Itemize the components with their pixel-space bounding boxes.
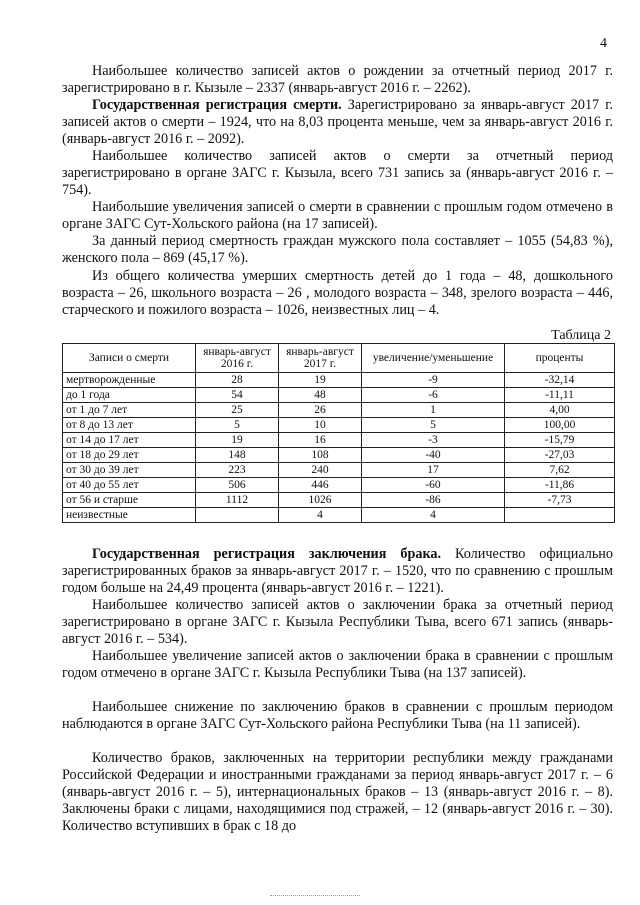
paragraph-marriage-decrease: Наибольшее снижение по заключению браков в сравнении с прошлым периодом наблюдаются в органе ЗАГС Сут-Хольского района Республики Тыва (на 11 записей).	[62, 699, 613, 732]
table-cell: -11,86	[505, 478, 615, 493]
table-cell: 7,62	[505, 463, 615, 478]
table-cell: 446	[279, 478, 362, 493]
paragraph-marriage-kyzyl: Наибольшее количество записей актов о заключении брака за отчетный период зарегистрировано в органе ЗАГС г. Кызыла Республики Тыва, всего 671 запись (январь-август 2016 г. – 534).	[62, 597, 613, 647]
table-cell: -11,11	[505, 388, 615, 403]
page-number: 4	[600, 36, 607, 51]
table-cell: -40	[362, 448, 505, 463]
table-cell: 28	[196, 373, 279, 388]
table-cell: 54	[196, 388, 279, 403]
paragraph-marriage-registration-text: Количество официально зарегистрированных браков за январь-август 2017 г. – 1520, что по сравнению с прошлым годом больше на 24,49 процента (январь-август 2016 г. – 1221).	[62, 546, 613, 596]
page-bottom-mark	[270, 895, 360, 898]
table-header-cell: январь-август 2016 г.	[196, 344, 279, 373]
table-cell: 506	[196, 478, 279, 493]
table-cell: -9	[362, 373, 505, 388]
table-cell: 10	[279, 418, 362, 433]
paragraph-marriage-registration	[62, 546, 613, 597]
table-cell	[196, 508, 279, 523]
table-cell: 5	[196, 418, 279, 433]
death-records-table	[62, 343, 615, 523]
table-cell: -15,79	[505, 433, 615, 448]
table-header-cell: проценты	[505, 344, 615, 373]
table-cell: -6	[362, 388, 505, 403]
table-cell: -60	[362, 478, 505, 493]
table-row	[63, 418, 615, 433]
paragraph-death-kyzyl: Наибольшее количество записей актов о смерти за отчетный период зарегистрировано в органе ЗАГС г. Кызыла, всего 731 запись за (январь-август 2016 г. – 754).	[62, 148, 613, 198]
table-cell: -32,14	[505, 373, 615, 388]
table-cell: 19	[196, 433, 279, 448]
table-header-cell: январь-август 2017 г.	[279, 344, 362, 373]
paragraph-death-age: Из общего количества умерших смертность детей до 1 года – 48, дошкольного возраста – 26, школьного возраста – 26 , молодого возраста – 348, зрелого возраста – 446, старческого и пожилого возраста – 1026, неизвестных лиц – 4.	[62, 268, 613, 318]
table-cell: 223	[196, 463, 279, 478]
table-header-cell: увеличение/уменьшение	[362, 344, 505, 373]
paragraph-marriage-international: Количество браков, заключенных на территории республики между гражданами Российской Федерации и иностранными гражданами за период январь-август 2017 г. – 6 (январь-август 2016 г. – 5), интернациональных браков – 13 (январь-август 2016 г. – 8). Заключены браки с лицами, находящимися под стражей, – 12 (январь-август 2016 г. – 30). Количество вступивших в брак с 18 до	[62, 750, 613, 834]
table-cell: мертворожденные	[63, 373, 196, 388]
table-cell: 1112	[196, 493, 279, 508]
paragraph-death-increase: Наибольшие увеличения записей о смерти в сравнении с прошлым годом отмечено в органе ЗАГС Сут-Хольского района (на 17 записей).	[62, 199, 613, 232]
paragraph-death-gender: За данный период смертность граждан мужского пола составляет – 1055 (54,83 %), женского пола – 869 (45,17 %).	[62, 233, 613, 266]
table-cell: от 56 и старше	[63, 493, 196, 508]
table-cell: до 1 года	[63, 388, 196, 403]
table-cell: -3	[362, 433, 505, 448]
table-cell: от 30 до 39 лет	[63, 463, 196, 478]
table-header-row	[63, 344, 615, 373]
table-row	[63, 373, 615, 388]
table-cell: 100,00	[505, 418, 615, 433]
table-cell: 25	[196, 403, 279, 418]
table-cell: 1026	[279, 493, 362, 508]
table-cell	[505, 508, 615, 523]
table-cell: -27,03	[505, 448, 615, 463]
table-cell: 1	[362, 403, 505, 418]
table-cell: 17	[362, 463, 505, 478]
table-cell: 5	[362, 418, 505, 433]
table-cell: 108	[279, 448, 362, 463]
table-cell: 148	[196, 448, 279, 463]
table-cell: от 18 до 29 лет	[63, 448, 196, 463]
table-row	[63, 508, 615, 523]
section-heading-death: Государственная регистрация смерти.	[92, 97, 342, 113]
table-cell: 48	[279, 388, 362, 403]
paragraph-death-registration-text: Зарегистрировано за январь-август 2017 г. записей актов о смерти – 1924, что на 8,03 процента меньше, чем за январь-август 2016 г. (январь-август 2016 г. – 2092).	[62, 97, 613, 147]
paragraph-births-kyzyl: Наибольшее количество записей актов о рождении за отчетный период 2017 г. зарегистрировано в г. Кызыле – 2337 (январь-август 2016 г. – 2262).	[62, 63, 613, 96]
table-cell: 4	[362, 508, 505, 523]
table-cell: 240	[279, 463, 362, 478]
table-cell: от 14 до 17 лет	[63, 433, 196, 448]
table-cell: -86	[362, 493, 505, 508]
table-cell: от 8 до 13 лет	[63, 418, 196, 433]
table-cell: -7,73	[505, 493, 615, 508]
table-row	[63, 388, 615, 403]
table-row	[63, 403, 615, 418]
table-row	[63, 448, 615, 463]
table-cell: 26	[279, 403, 362, 418]
paragraph-marriage-increase: Наибольшее увеличение записей актов о заключении брака в сравнении с прошлым годом отмечено в органе ЗАГС г. Кызыла Республики Тыва (на 137 записей).	[62, 648, 613, 681]
paragraph-death-registration	[62, 97, 613, 148]
table-cell: 19	[279, 373, 362, 388]
table-cell: 4	[279, 508, 362, 523]
table-row	[63, 493, 615, 508]
section-heading-marriage: Государственная регистрация заключения брака.	[92, 546, 442, 562]
table-cell: 4,00	[505, 403, 615, 418]
table-cell: неизвестные	[63, 508, 196, 523]
table-cell: 16	[279, 433, 362, 448]
table-row	[63, 478, 615, 493]
table-cell: от 1 до 7 лет	[63, 403, 196, 418]
table-row	[63, 433, 615, 448]
table-header-cell: Записи о смерти	[63, 344, 196, 373]
table-cell: от 40 до 55 лет	[63, 478, 196, 493]
table-caption: Таблица 2	[551, 328, 611, 343]
table-row	[63, 463, 615, 478]
